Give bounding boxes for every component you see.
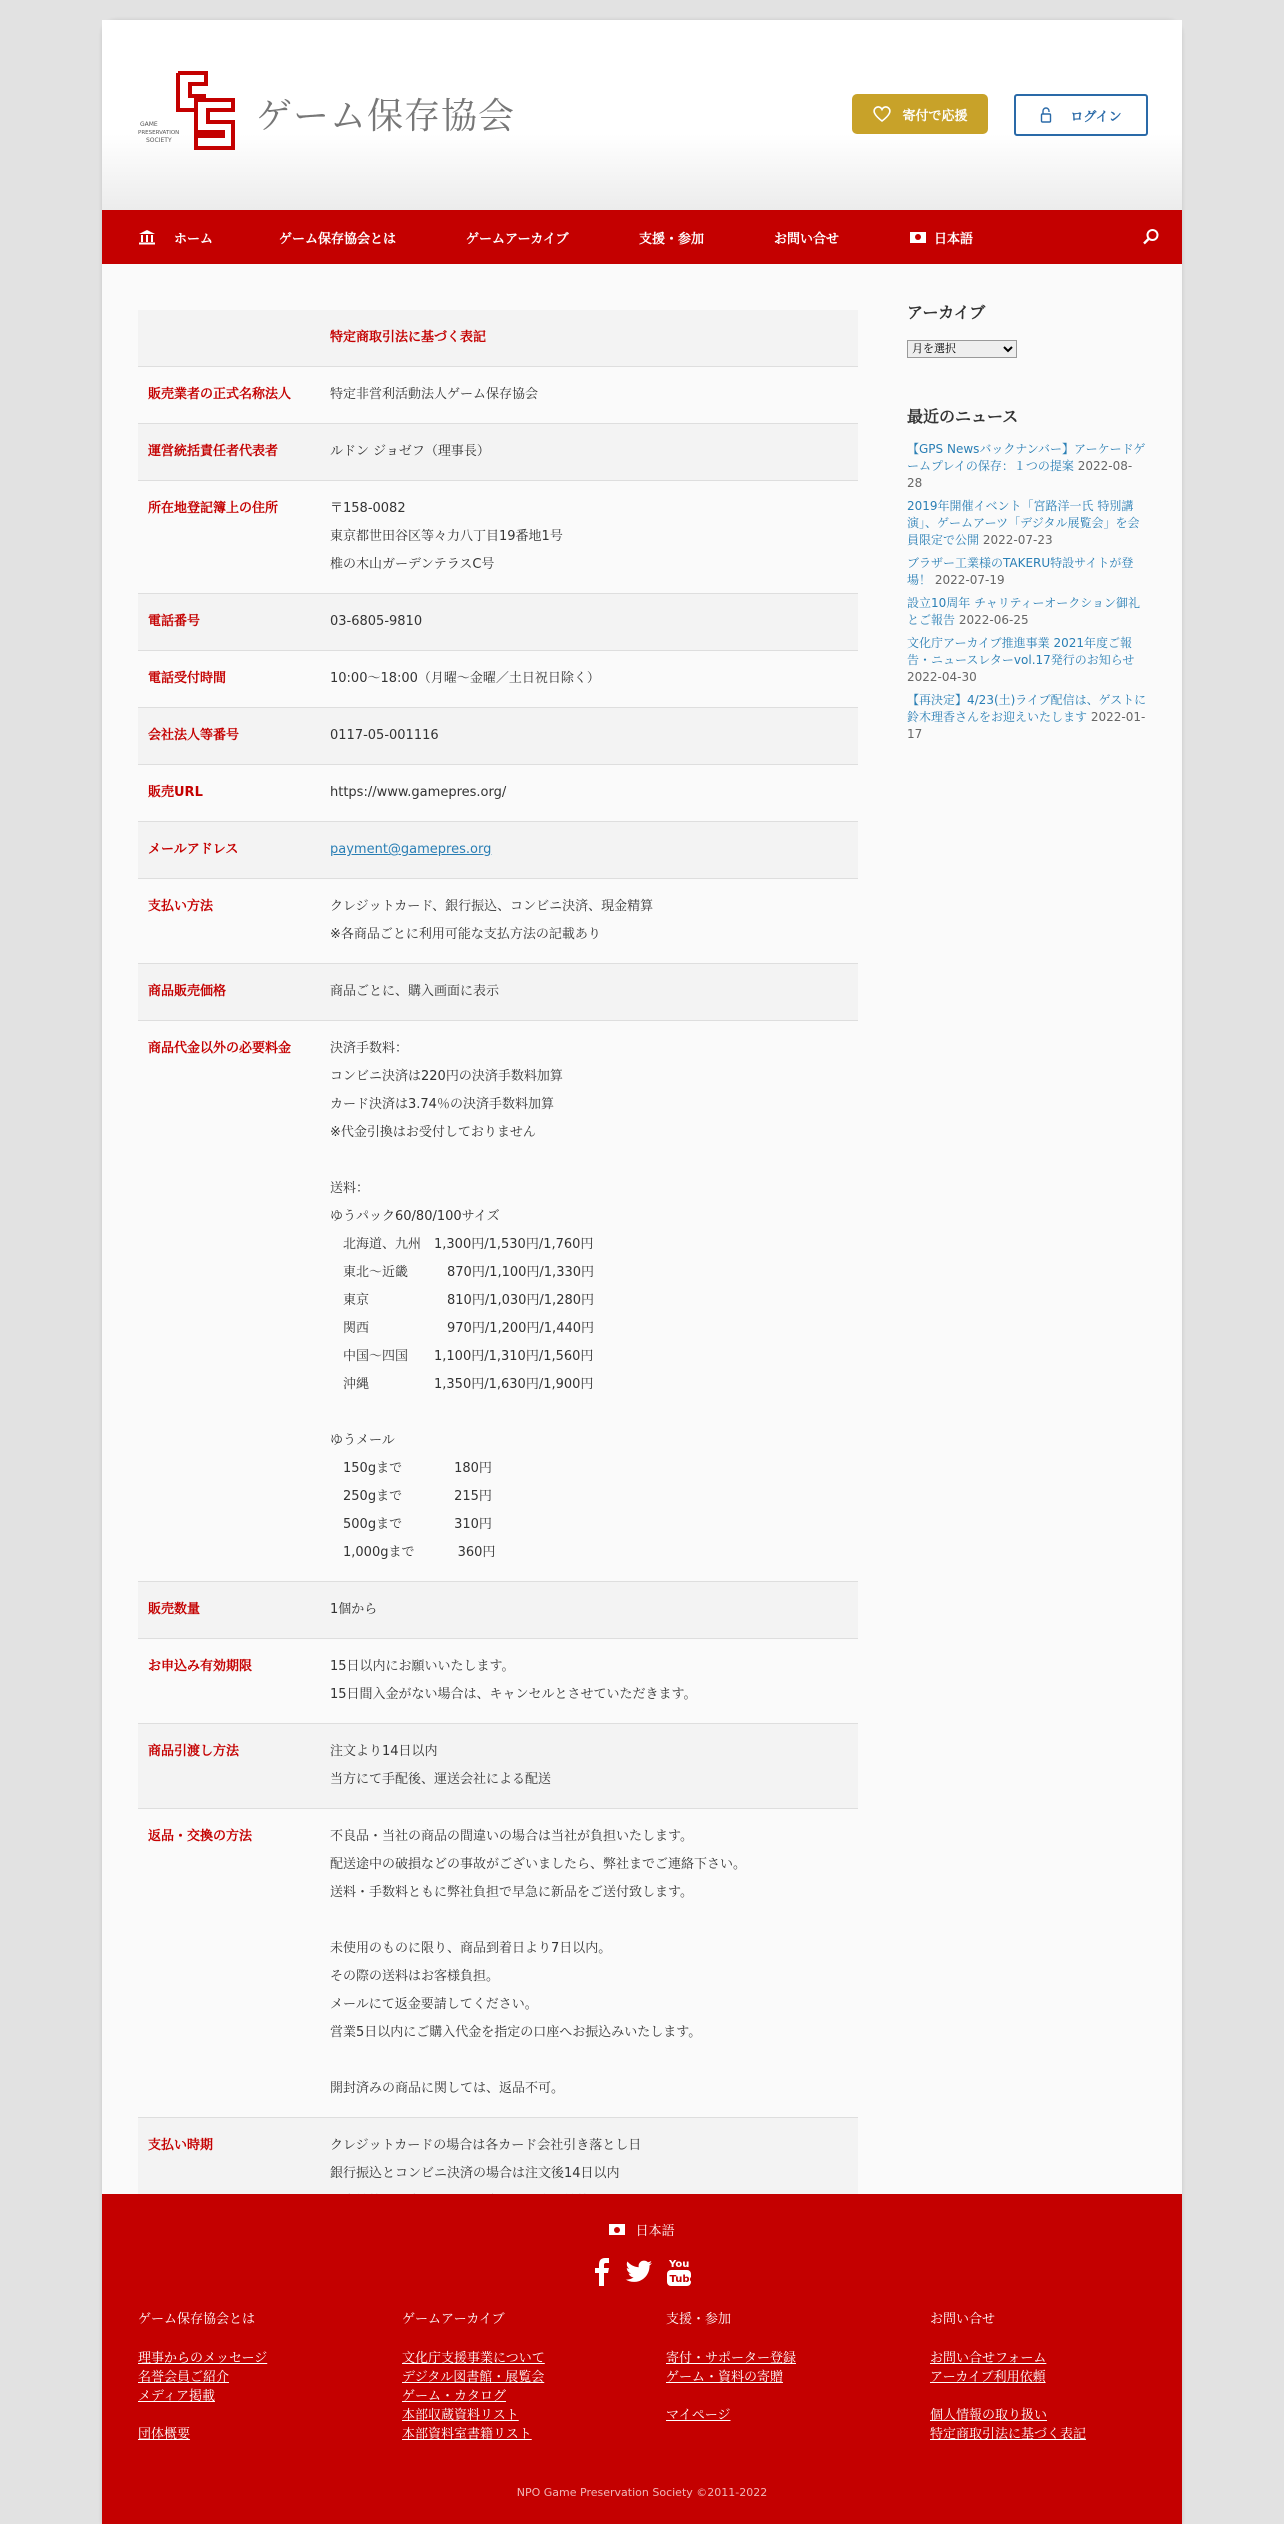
news-link[interactable]: ブラザー工業様のTAKERU特設サイトが登場！ xyxy=(907,556,1134,587)
row-value xyxy=(330,481,858,594)
row-label-line: 商品代金以外の必要料金 xyxy=(148,1041,292,1056)
row-value-line: 送料・手数料ともに弊社負担で早急に新品をご送付致します。 xyxy=(330,1885,693,1900)
nav-archive[interactable]: ゲームアーカイブ xyxy=(466,231,569,247)
row-value xyxy=(330,424,858,481)
row-value xyxy=(330,594,858,651)
row-value-line: 特定非営利活動法人ゲーム保存協会 xyxy=(330,387,539,402)
row-label xyxy=(138,1724,330,1809)
row-value-line: 1個から xyxy=(330,1602,378,1617)
main-nav xyxy=(102,210,1182,264)
search-icon xyxy=(1142,228,1160,246)
row-label xyxy=(138,879,330,964)
row-value-line xyxy=(330,1907,858,1935)
table-row xyxy=(138,1639,858,1724)
row-label xyxy=(138,822,330,879)
nav-search[interactable] xyxy=(1142,210,1160,264)
row-value-line: 15日間入金がない場合は、キャンセルとさせていただきます。 xyxy=(330,1687,697,1702)
news-date: 2022-08-28 xyxy=(907,459,1133,490)
table-row xyxy=(138,1724,858,1809)
footer-language[interactable] xyxy=(102,2220,1182,2239)
table-row xyxy=(138,879,858,964)
email-link[interactable]: payment@gamepres.org xyxy=(330,842,492,857)
svg-text:You: You xyxy=(669,2259,690,2270)
footer-link[interactable]: 個人情報の取り扱い xyxy=(930,2408,1048,2423)
row-label xyxy=(138,1639,330,1724)
japan-flag-icon xyxy=(910,232,926,243)
footer-link[interactable]: 理事からのメッセージ xyxy=(138,2351,268,2366)
row-label-line: 販売数量 xyxy=(148,1602,201,1617)
footer-column-heading[interactable]: お問い合せ xyxy=(930,2312,996,2327)
row-label xyxy=(138,481,330,594)
row-label-line: 支払い方法 xyxy=(148,899,214,914)
table-row xyxy=(138,1809,858,2118)
news-date: 2022-07-23 xyxy=(982,533,1053,547)
news-item xyxy=(907,555,1147,589)
row-value xyxy=(330,765,858,822)
row-value-line: 1,000gまで 360円 xyxy=(330,1545,496,1560)
row-label-line: 商品引渡し方法 xyxy=(148,1744,240,1759)
row-value-line xyxy=(330,1399,858,1427)
gps-logo-icon[interactable] xyxy=(138,70,238,150)
row-value-line: カード決済は3.74％の決済手数料加算 xyxy=(330,1097,554,1112)
footer-link[interactable]: 団体概要 xyxy=(138,2427,191,2442)
row-value-line: 東京都世田谷区等々力八丁目19番地1号 xyxy=(330,529,563,544)
nav-home[interactable] xyxy=(138,210,213,264)
row-value-line: 東京 810円/1,030円/1,280円 xyxy=(330,1293,595,1308)
news-item xyxy=(907,692,1147,743)
row-value xyxy=(330,1021,858,1582)
news-date: 2022-07-19 xyxy=(934,573,1005,587)
lock-icon xyxy=(1040,107,1052,123)
twitter-icon[interactable] xyxy=(624,2256,654,2286)
row-value-line: 商品ごとに、購入画面に表示 xyxy=(330,984,500,999)
japan-flag-icon xyxy=(609,2224,625,2235)
row-value xyxy=(330,1809,858,2118)
row-value xyxy=(330,1639,858,1724)
nav-home-label: ホーム xyxy=(174,231,214,247)
svg-text:GAME: GAME xyxy=(140,121,158,128)
footer-column-heading[interactable]: ゲームアーカイブ xyxy=(402,2312,505,2327)
row-value xyxy=(330,367,858,424)
row-value-line: 10:00～18:00（月曜～金曜／土日祝日除く） xyxy=(330,671,600,686)
table-title-row xyxy=(138,310,858,367)
footer-link[interactable]: 本部資料室書籍リスト xyxy=(402,2427,532,2442)
footer-link[interactable]: マイページ xyxy=(666,2408,731,2423)
row-label xyxy=(138,594,330,651)
row-value-line: 不良品・当社の商品の間違いの場合は当社が負担いたします。 xyxy=(330,1829,693,1844)
row-value-line: 注文より14日以内 xyxy=(330,1744,438,1759)
table-row xyxy=(138,367,858,424)
table-row xyxy=(138,1021,858,1582)
footer-column xyxy=(930,2310,1086,2444)
archive-month-select[interactable] xyxy=(907,340,1017,358)
social-links xyxy=(102,2256,1182,2288)
table-row xyxy=(138,1582,858,1639)
row-value-line: 北海道、九州 1,300円/1,530円/1,760円 xyxy=(330,1237,594,1252)
row-value-line: ※代金引換はお受付しておりません xyxy=(330,1125,536,1140)
nav-contact[interactable]: お問い合せ xyxy=(774,231,840,247)
row-value-line: 配送途中の破損などの事故がございましたら、弊社までご連絡下さい。 xyxy=(330,1857,747,1872)
row-value-line: ※各商品ごとに利用可能な支払方法の記載あり xyxy=(330,927,601,942)
row-value-line: 東北～近畿 870円/1,100円/1,330円 xyxy=(330,1265,595,1280)
row-value-line: 決済手数料： xyxy=(330,1041,409,1056)
row-value xyxy=(330,651,858,708)
table-title: 特定商取引法に基づく表記 xyxy=(330,310,858,367)
table-row xyxy=(138,708,858,765)
footer-link[interactable]: デジタル図書館・展覧会 xyxy=(402,2370,545,2385)
row-value xyxy=(330,1582,858,1639)
table-row xyxy=(138,822,858,879)
youtube-icon[interactable] xyxy=(666,2256,697,2288)
site-footer xyxy=(102,2194,1182,2524)
row-value-line: その際の送料はお客様負担。 xyxy=(330,1969,500,1984)
row-value xyxy=(330,822,858,879)
row-value-line: 開封済みの商品に関しては、返品不可。 xyxy=(330,2081,565,2096)
footer-link[interactable]: お問い合せフォーム xyxy=(930,2351,1047,2366)
footer-language-label: 日本語 xyxy=(635,2224,675,2239)
row-value-line: 0117-05-001116 xyxy=(330,728,439,743)
row-value-line: メールにて返金要請してください。 xyxy=(330,1997,538,2012)
news-link[interactable]: 【再決定】4/23(土)ライブ配信は、ゲストに鈴木理香さんをお迎えいたします xyxy=(907,693,1147,724)
row-value-line: 250gまで 215円 xyxy=(330,1489,492,1504)
row-value-line: クレジットカード、銀行振込、コンビニ決済、現金精算 xyxy=(330,899,654,914)
row-label xyxy=(138,1021,330,1582)
svg-text:Tube: Tube xyxy=(669,2274,697,2285)
row-value-line: ルドン ジョゼフ（理事長） xyxy=(330,444,490,459)
footer-link[interactable]: アーカイブ利用依頼 xyxy=(930,2370,1046,2385)
footer-link[interactable]: 特定商取引法に基づく表記 xyxy=(930,2427,1087,2442)
row-label-line: メールアドレス xyxy=(148,842,239,857)
row-value-line: 03-6805-9810 xyxy=(330,614,423,629)
table-row xyxy=(138,481,858,594)
heart-icon xyxy=(872,105,892,123)
row-value-line: コンビニ決済は220円の決済手数料加算 xyxy=(330,1069,563,1084)
footer-column-heading[interactable]: 支援・参加 xyxy=(666,2312,732,2327)
row-value-line: 沖縄 1,350円/1,630円/1,900円 xyxy=(330,1377,594,1392)
news-date: 2022-01-17 xyxy=(907,710,1146,741)
archive-heading: アーカイブ xyxy=(907,303,986,322)
row-label xyxy=(138,765,330,822)
row-value-line: クレジットカードの場合は各カード会社引き落とし日 xyxy=(330,2138,642,2153)
row-value-line: 椎の木山ガーデンテラスC号 xyxy=(330,557,495,572)
login-button[interactable] xyxy=(1014,94,1148,136)
row-value-line: 未使用のものに限り、商品到着日より7日以内。 xyxy=(330,1941,612,1956)
donate-button[interactable] xyxy=(852,94,988,134)
row-value-line: 当方にて手配後、運送会社による配送 xyxy=(330,1772,552,1787)
row-label xyxy=(138,1809,330,2118)
row-label-line: 販売URL xyxy=(148,785,203,800)
footer-link[interactable]: ゲーム・カタログ xyxy=(402,2389,507,2404)
footer-link[interactable]: 寄付・サポーター登録 xyxy=(666,2351,797,2366)
row-label xyxy=(138,367,330,424)
row-label-line: 所在地登記簿上の住所 xyxy=(148,501,279,516)
row-value-line: 〒158-0082 xyxy=(330,501,406,516)
row-label-line: 電話受付時間 xyxy=(148,671,227,686)
login-label: ログイン xyxy=(1070,109,1122,125)
news-link[interactable]: 2019年開催イベント「宮路洋一氏 特別講演」、ゲームアーツ「デジタル展覧会」を会員限定で公開 xyxy=(907,499,1140,547)
row-label xyxy=(138,651,330,708)
footer-link[interactable]: ゲーム・資料の寄贈 xyxy=(666,2370,784,2385)
table-row xyxy=(138,651,858,708)
table-row xyxy=(138,424,858,481)
facebook-icon[interactable] xyxy=(592,2256,612,2286)
footer-link[interactable]: 本部収蔵資料リスト xyxy=(402,2408,519,2423)
row-value-line: 150gまで 180円 xyxy=(330,1461,492,1476)
row-label-line: 電話番号 xyxy=(148,614,201,629)
nav-support[interactable]: 支援・参加 xyxy=(639,231,705,247)
row-label-line: 返品・交換の方法 xyxy=(148,1829,253,1844)
row-value xyxy=(330,964,858,1021)
news-heading: 最近のニュース xyxy=(907,407,1019,426)
row-value xyxy=(330,708,858,765)
svg-text:SOCIETY: SOCIETY xyxy=(146,137,172,144)
row-label-line: お申込み有効期限 xyxy=(148,1659,253,1674)
site-title[interactable]: ゲーム保存協会 xyxy=(256,96,516,137)
footer-column xyxy=(402,2310,545,2444)
row-label xyxy=(138,424,330,481)
table-row xyxy=(138,964,858,1021)
row-label-line: 商品販売価格 xyxy=(148,984,227,999)
footer-link[interactable]: メディア掲載 xyxy=(138,2389,215,2404)
nav-language[interactable] xyxy=(910,210,973,264)
row-value xyxy=(330,879,858,964)
nav-language-label: 日本語 xyxy=(934,231,974,247)
row-value-line: 関西 970円/1,200円/1,440円 xyxy=(330,1321,595,1336)
footer-column-heading[interactable]: ゲーム保存協会とは xyxy=(138,2312,256,2327)
footer-column xyxy=(138,2310,267,2444)
row-value-line: ゆうパック60/80/100サイズ xyxy=(330,1209,500,1224)
tokusho-table xyxy=(138,310,858,2316)
row-value-line: 15日以内にお願いいたします。 xyxy=(330,1659,515,1674)
news-link[interactable]: 【GPS Newsバックナンバー】アーケードゲームプレイの保存：１つの提案 xyxy=(907,442,1146,473)
copyright: NPO Game Preservation Society ©2011-2022 xyxy=(516,2486,768,2499)
page xyxy=(102,20,1182,2524)
row-value-line: 送料： xyxy=(330,1181,370,1196)
footer-link xyxy=(666,2387,796,2406)
row-value-line: 営業5日以内にご購入代金を指定の口座へお振込みいたします。 xyxy=(330,2025,702,2040)
row-label-line: 支払い時期 xyxy=(148,2138,214,2153)
news-item xyxy=(907,441,1147,492)
museum-icon xyxy=(138,229,156,245)
row-value-line: 500gまで 310円 xyxy=(330,1517,492,1532)
news-link[interactable]: 設立10周年 チャリティーオークション御礼とご報告 xyxy=(907,596,1141,627)
donate-label: 寄付で応援 xyxy=(902,108,968,124)
row-label xyxy=(138,708,330,765)
nav-about[interactable]: ゲーム保存協会とは xyxy=(279,231,397,247)
row-value-line: 銀行振込とコンビニ決済の場合は注文後14日以内 xyxy=(330,2166,620,2181)
row-value-line xyxy=(330,1147,858,1175)
svg-text:PRESERVATION: PRESERVATION xyxy=(138,130,180,136)
row-value-line xyxy=(330,2047,858,2075)
sidebar xyxy=(907,300,1147,749)
row-value-line: ゆうメール xyxy=(330,1433,395,1448)
footer-link[interactable]: 文化庁支援事業について xyxy=(402,2351,545,2366)
footer-link xyxy=(138,2406,267,2425)
row-label-line: 会社法人等番号 xyxy=(148,728,240,743)
news-item xyxy=(907,595,1147,629)
table-row xyxy=(138,594,858,651)
site-header xyxy=(102,20,1182,210)
row-label-line: 販売業者の正式名称法人 xyxy=(148,387,292,402)
news-item xyxy=(907,498,1147,549)
news-list xyxy=(907,441,1147,743)
row-label xyxy=(138,964,330,1021)
row-value-line: https://www.gamepres.org/ xyxy=(330,785,507,800)
row-label xyxy=(138,1582,330,1639)
news-date: 2022-06-25 xyxy=(958,613,1029,627)
news-item xyxy=(907,635,1147,686)
footer-link xyxy=(930,2387,1086,2406)
row-label-line: 運営統括責任者代表者 xyxy=(148,444,279,459)
news-link[interactable]: 文化庁アーカイブ推進事業 2021年度ご報告・ニュースレターvol.17発行のお知らせ xyxy=(907,636,1135,667)
table-row xyxy=(138,765,858,822)
row-value-line: 中国～四国 1,100円/1,310円/1,560円 xyxy=(330,1349,594,1364)
row-value xyxy=(330,1724,858,1809)
news-date: 2022-04-30 xyxy=(907,670,977,684)
footer-link[interactable]: 名誉会員ご紹介 xyxy=(138,2370,230,2385)
footer-column xyxy=(666,2310,796,2425)
